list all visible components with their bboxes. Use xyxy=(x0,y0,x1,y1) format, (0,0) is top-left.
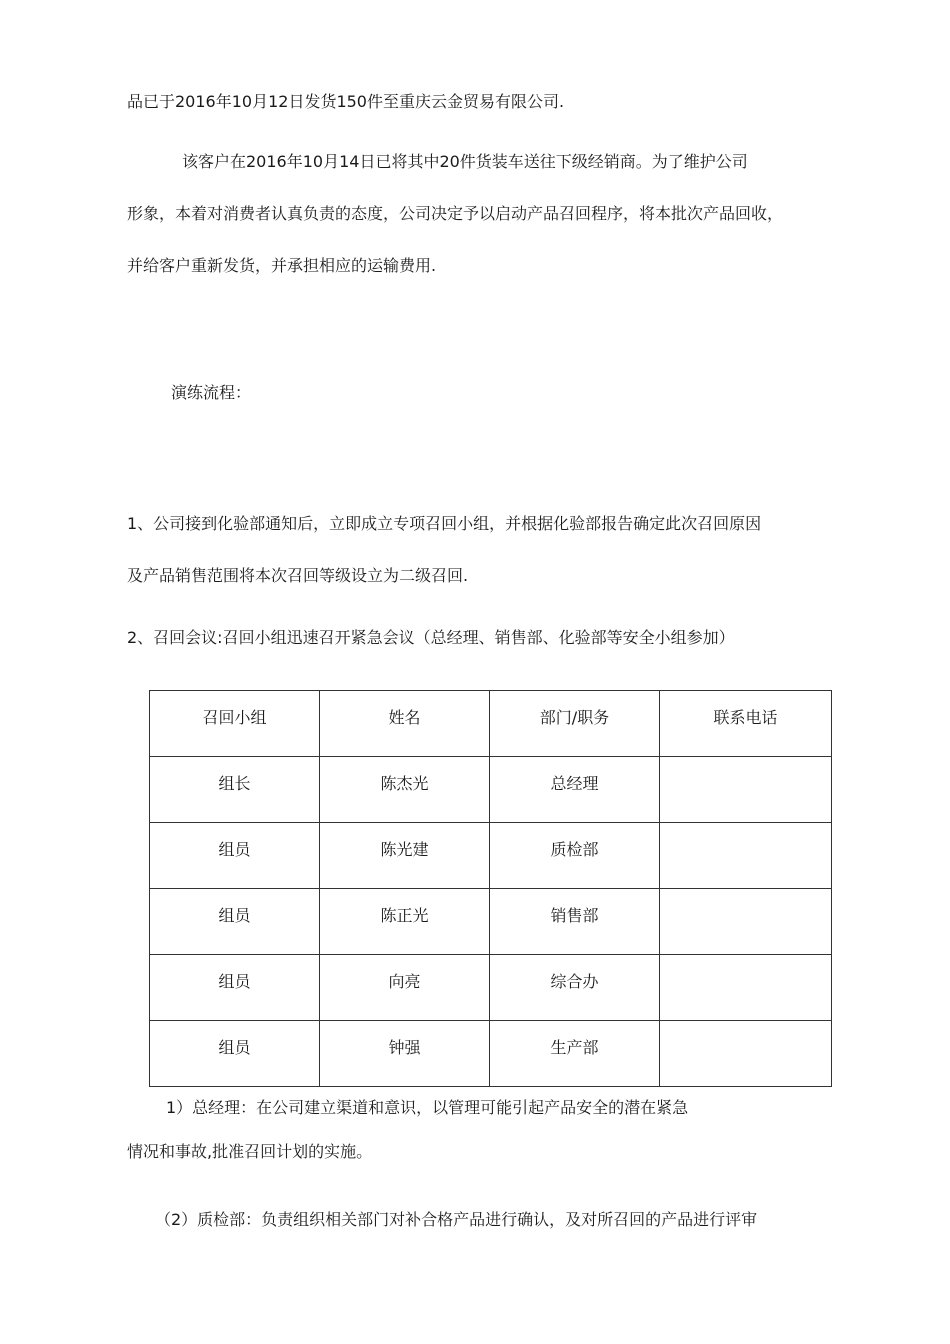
table-cell: 组长 xyxy=(150,757,320,823)
drill-process-heading: 演练流程： xyxy=(171,383,252,402)
paragraph-customer-line-2: 形象，本着对消费者认真负责的态度，公司决定予以启动产品召回程序，将本批次产品回收， xyxy=(127,204,784,223)
table-cell xyxy=(660,889,832,955)
table-cell: 组员 xyxy=(150,889,320,955)
table-cell xyxy=(660,823,832,889)
table-cell: 质检部 xyxy=(490,823,660,889)
table-cell: 钟强 xyxy=(320,1021,490,1087)
header-cell-phone: 联系电话 xyxy=(660,691,832,757)
note-1-line-1: 1）总经理：在公司建立渠道和意识，以管理可能引起产品安全的潜在紧急 xyxy=(166,1098,689,1117)
table-cell: 生产部 xyxy=(490,1021,660,1087)
table-row xyxy=(150,955,832,1021)
header-cell-department: 部门/职务 xyxy=(490,691,660,757)
paragraph-shipment: 品已于2016年10月12日发货150件至重庆云金贸易有限公司. xyxy=(127,92,565,111)
note-1-line-2: 情况和事故,批准召回计划的实施。 xyxy=(127,1142,373,1161)
header-cell-group: 召回小组 xyxy=(150,691,320,757)
table-header-row xyxy=(150,691,832,757)
table-cell xyxy=(660,955,832,1021)
table-cell: 组员 xyxy=(150,955,320,1021)
recall-team-table xyxy=(149,690,832,1087)
table-cell: 向亮 xyxy=(320,955,490,1021)
table-cell xyxy=(660,757,832,823)
paragraph-customer-line-3: 并给客户重新发货，并承担相应的运输费用. xyxy=(127,256,437,275)
table-cell: 陈正光 xyxy=(320,889,490,955)
table-cell: 陈光建 xyxy=(320,823,490,889)
table-cell: 总经理 xyxy=(490,757,660,823)
table-cell: 组员 xyxy=(150,823,320,889)
table-cell: 陈杰光 xyxy=(320,757,490,823)
table-row xyxy=(150,823,832,889)
paragraph-customer-line-1: 该客户在2016年10月14日已将其中20件货装车送往下级经销商。为了维护公司 xyxy=(182,152,748,171)
table-row xyxy=(150,757,832,823)
table-row xyxy=(150,1021,832,1087)
table-row xyxy=(150,889,832,955)
table-cell xyxy=(660,1021,832,1087)
step-1-line-2: 及产品销售范围将本次召回等级设立为二级召回. xyxy=(127,566,469,585)
note-2-line-1: （2）质检部：负责组织相关部门对补合格产品进行确认，及对所召回的产品进行评审 xyxy=(155,1210,758,1229)
header-cell-name: 姓名 xyxy=(320,691,490,757)
table-cell: 销售部 xyxy=(490,889,660,955)
table-cell: 组员 xyxy=(150,1021,320,1087)
table-cell: 综合办 xyxy=(490,955,660,1021)
step-1-line-1: 1、公司接到化验部通知后，立即成立专项召回小组，并根据化验部报告确定此次召回原因 xyxy=(127,514,762,533)
step-2-meeting: 2、召回会议:召回小组迅速召开紧急会议（总经理、销售部、化验部等安全小组参加） xyxy=(127,628,735,647)
